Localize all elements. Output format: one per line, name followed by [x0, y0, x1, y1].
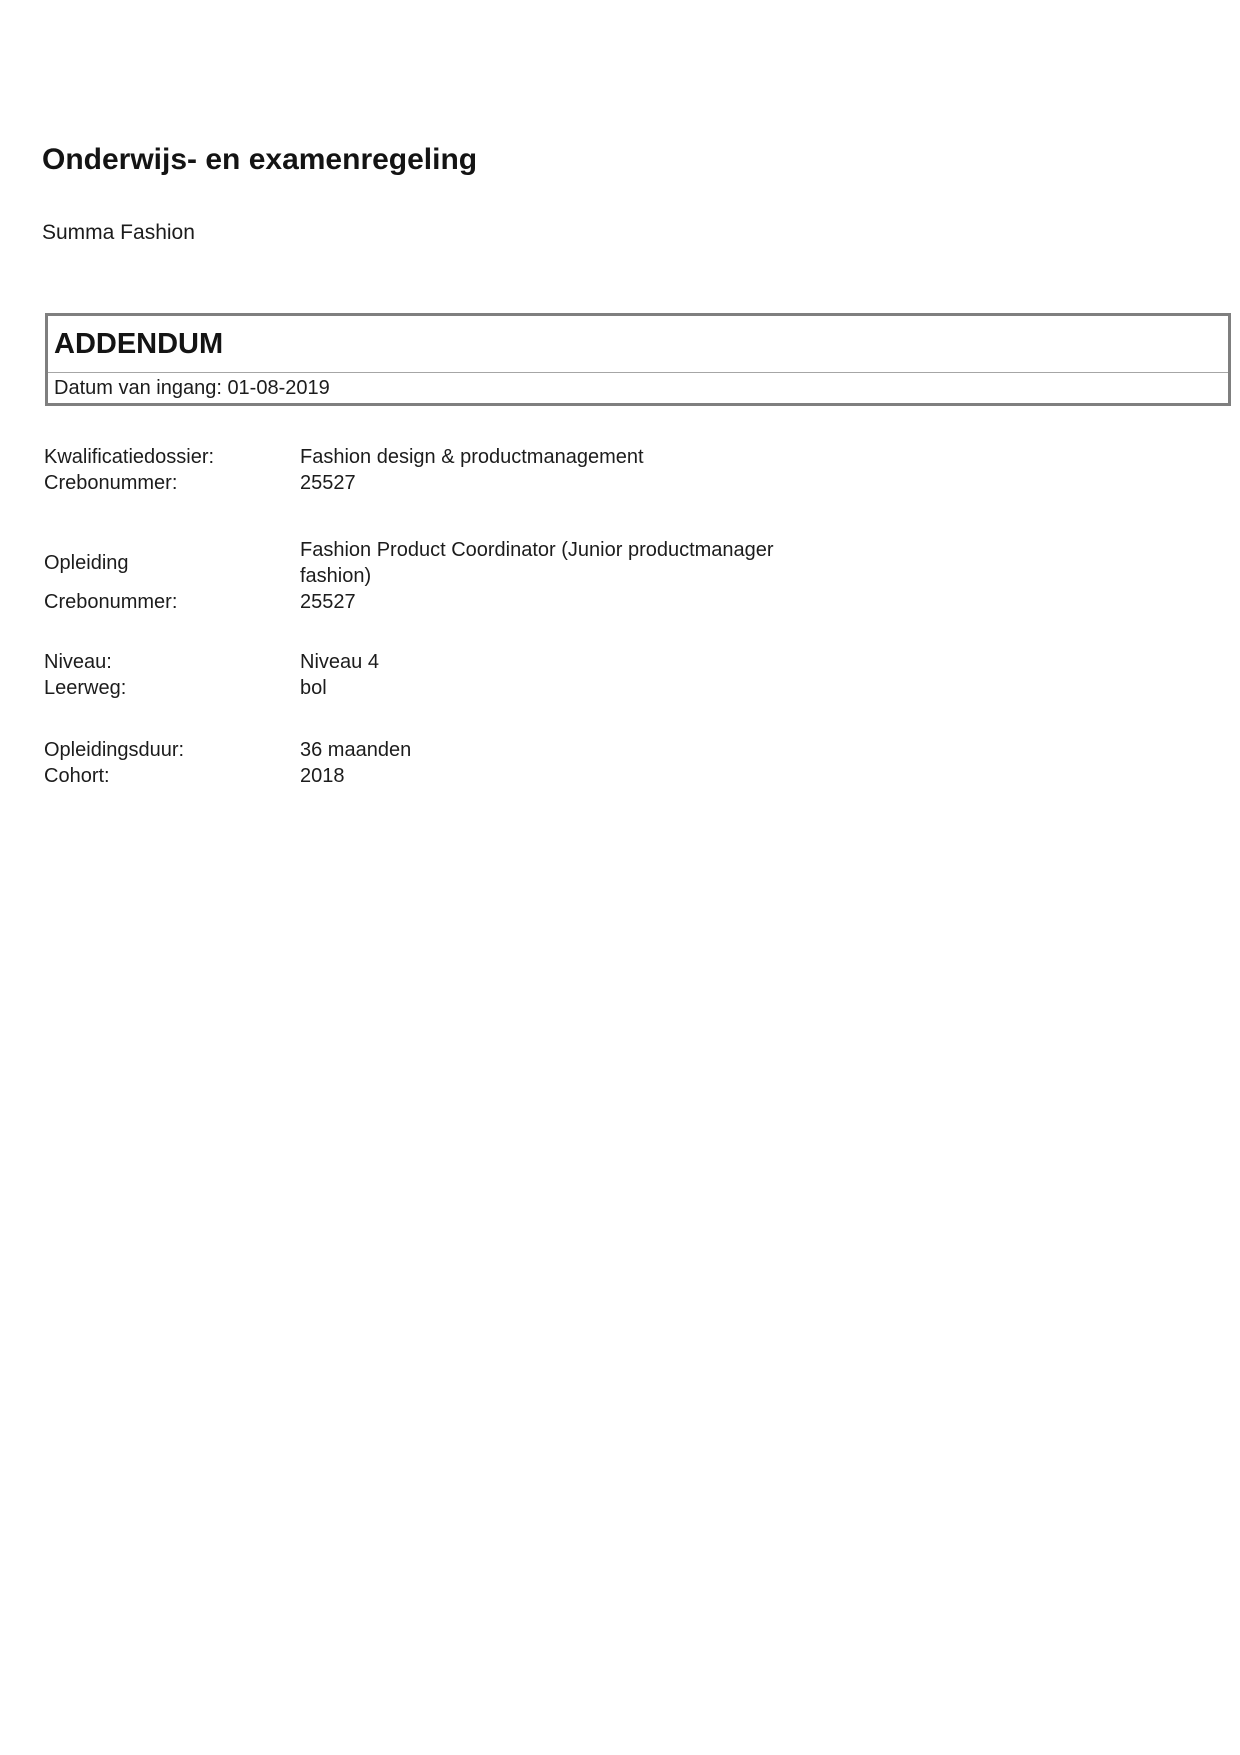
- value-crebonummer-1: 25527: [300, 472, 356, 494]
- label-niveau: Niveau:: [44, 651, 112, 673]
- label-cohort: Cohort:: [44, 765, 110, 787]
- addendum-effective-date: Datum van ingang: 01-08-2019: [54, 376, 330, 399]
- organization-name: Summa Fashion: [42, 221, 195, 244]
- label-crebonummer-1: Crebonummer:: [44, 472, 178, 494]
- value-opleiding: Fashion Product Coordinator (Junior productmanager fashion): [300, 539, 774, 587]
- label-kwalificatiedossier: Kwalificatiedossier:: [44, 446, 215, 468]
- value-crebonummer-2: 25527: [300, 591, 356, 613]
- value-cohort: 2018: [300, 765, 345, 787]
- value-leerweg: bol: [300, 677, 327, 699]
- info-group-opleiding: [44, 537, 800, 615]
- info-group-duur-cohort: [44, 737, 411, 789]
- info-group-kwalificatie: [44, 444, 644, 496]
- page-title: Onderwijs- en examenregeling: [42, 143, 478, 177]
- addendum-title: ADDENDUM: [48, 316, 1228, 373]
- label-crebonummer-2: Crebonummer:: [44, 591, 178, 613]
- label-opleidingsduur: Opleidingsduur:: [44, 739, 185, 761]
- info-group-niveau-leerweg: [44, 649, 379, 701]
- label-opleiding: Opleiding: [44, 552, 129, 574]
- value-opleidingsduur: 36 maanden: [300, 739, 412, 761]
- value-kwalificatiedossier: Fashion design & productmanagement: [300, 446, 644, 468]
- label-leerweg: Leerweg:: [44, 677, 127, 699]
- addendum-box: [45, 313, 1231, 406]
- value-niveau: Niveau 4: [300, 651, 379, 673]
